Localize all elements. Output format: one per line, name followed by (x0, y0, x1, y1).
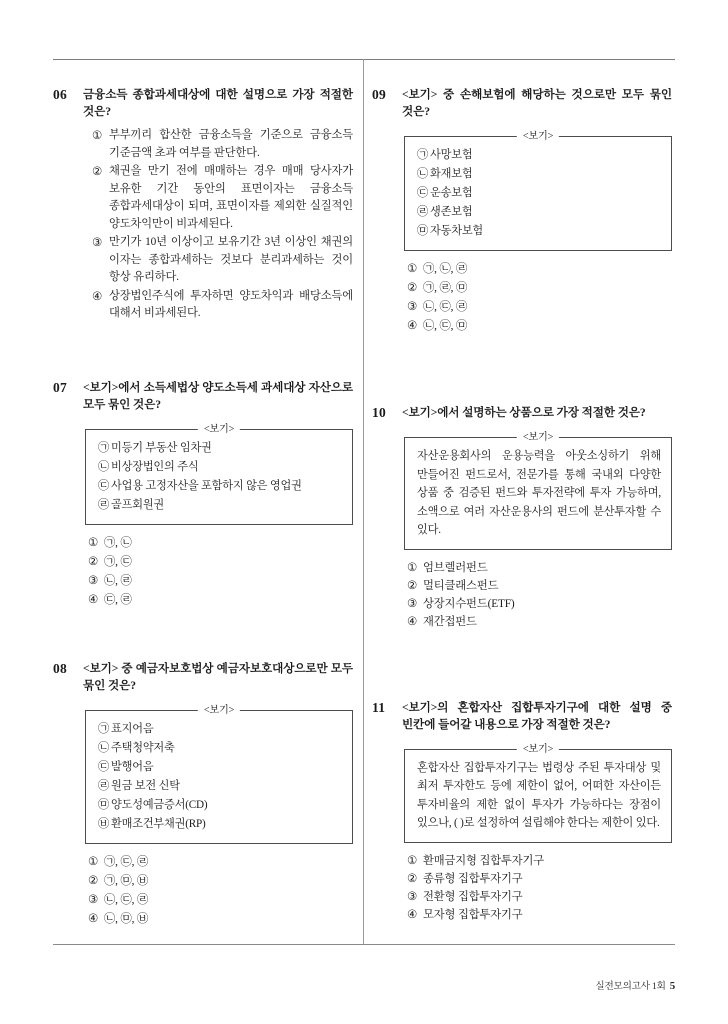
bogi-text: 사망보험 (430, 149, 473, 161)
choice-marker: ③ (88, 574, 98, 587)
choice-option[interactable] (407, 298, 672, 317)
choice-option[interactable] (88, 853, 353, 872)
choice-text: 엄브렐러펀드 (423, 561, 488, 574)
bogi-item (417, 165, 661, 184)
question-number: 11 (372, 699, 386, 715)
bogi-text: 주택청약저축 (111, 741, 175, 754)
bogi-marker: ㉢ (417, 187, 428, 199)
choice-option[interactable] (92, 234, 353, 287)
choice-marker: ④ (407, 615, 417, 628)
choice-option[interactable] (88, 591, 353, 610)
choice-text: ㉡, ㉢, ㉣ (104, 893, 149, 906)
bogi-paragraph: 혼합자산 집합투자기구는 법령상 주된 투자대상 및 최저 투자한도 등에 제한이 없어, 어떠한 자산이든 투자비율의 제한 없이 투자가 가능하다는 장점이 있으나, ( )로 설정하여 설립해야 한다는 제한이 있다. (417, 761, 661, 829)
bogi-text: 환매조건부채권(RP) (111, 817, 206, 830)
spacer (372, 631, 672, 699)
page-footer (595, 978, 675, 992)
choice-option[interactable] (407, 870, 672, 888)
bogi-marker: ㉣ (417, 206, 428, 218)
bogi-item (98, 439, 342, 458)
question-stem: <보기>의 혼합자산 집합투자기구에 대한 설명 중 빈칸에 들어갈 내용으로 가장 적절한 것은? (402, 700, 672, 731)
bogi-marker: ㉡ (98, 460, 109, 473)
bogi-label: <보기> (198, 704, 240, 717)
bogi-marker: ㉤ (98, 798, 109, 811)
choice-marker: ② (407, 579, 417, 592)
bogi-marker: ㉢ (98, 479, 109, 492)
choice-marker: ④ (88, 912, 98, 925)
bogi-label: <보기> (517, 431, 559, 444)
choice-marker: ② (407, 872, 417, 885)
choice-marker: ① (407, 263, 417, 275)
choice-marker: ① (92, 130, 102, 142)
bogi-box-wrapper (404, 742, 672, 843)
choice-text: 부부끼리 합산한 금융소득을 기준으로 금융소득 기준금액 초과 여부를 판단한다. (109, 129, 353, 159)
choice-option[interactable] (407, 888, 672, 906)
choice-text: ㉡, ㉤, ㉥ (104, 912, 149, 925)
bogi-box-wrapper (85, 422, 353, 525)
question-06 (53, 59, 353, 323)
choice-text: ㉠, ㉢, ㉣ (104, 855, 149, 868)
choice-option[interactable] (88, 534, 353, 553)
choice-option[interactable] (407, 279, 672, 298)
question-number: 09 (372, 87, 386, 102)
bogi-text: 원금 보전 신탁 (111, 779, 180, 792)
question-stem: <보기> 중 예금자보호법상 예금자보호대상으로만 모두 묶인 것은? (83, 661, 353, 692)
two-column-body (0, 59, 728, 945)
choice-option[interactable] (92, 288, 353, 323)
choice-option[interactable] (92, 163, 353, 233)
choice-marker: ② (407, 282, 417, 294)
choice-marker: ① (88, 536, 98, 549)
question-number: 07 (53, 379, 67, 395)
choice-text: ㉡, ㉣ (104, 574, 132, 587)
choice-list (402, 559, 672, 631)
left-column (53, 59, 353, 929)
question-10 (372, 404, 672, 631)
bogi-item (98, 815, 342, 834)
bogi-box-wrapper (85, 703, 353, 844)
choice-marker: ③ (407, 301, 417, 313)
page-number: 5 (669, 980, 675, 992)
choice-text: ㉠, ㉡ (104, 536, 132, 549)
bogi-text: 발행어음 (111, 760, 154, 773)
bogi-item (98, 720, 342, 739)
bogi-item (98, 458, 342, 477)
choice-text: 환매금지형 집합투자기구 (423, 854, 545, 867)
choice-text: ㉠, ㉣, ㉤ (423, 282, 468, 294)
bogi-item (417, 184, 661, 203)
choice-option[interactable] (407, 595, 672, 613)
choice-marker: ① (88, 855, 98, 868)
bogi-item (417, 222, 661, 241)
bogi-box (404, 743, 672, 843)
question-09 (372, 59, 672, 336)
choice-text: 모자형 집합투자기구 (423, 908, 523, 921)
choice-marker: ② (88, 874, 98, 887)
question-stem: <보기>에서 설명하는 상품으로 가장 적절한 것은? (402, 406, 646, 419)
bogi-box (404, 131, 672, 251)
choice-text: ㉠, ㉤, ㉥ (104, 874, 149, 887)
choice-option[interactable] (407, 613, 672, 631)
choice-text: 종류형 집합투자기구 (423, 872, 523, 885)
bogi-marker: ㉡ (98, 741, 109, 754)
bogi-item (98, 777, 342, 796)
choice-option[interactable] (407, 260, 672, 279)
choice-text: ㉠, ㉡, ㉣ (423, 263, 468, 275)
spacer (53, 610, 353, 660)
choice-list (83, 853, 353, 929)
choice-option[interactable] (92, 127, 353, 162)
choice-text: 멀티클래스펀드 (423, 579, 499, 592)
bogi-text: 사업용 고정자산을 포함하지 않은 영업권 (111, 479, 302, 492)
choice-text: ㉡, ㉢, ㉣ (423, 301, 468, 313)
bogi-label: <보기> (198, 423, 240, 436)
choice-text: ㉡, ㉢, ㉤ (423, 320, 468, 332)
bogi-marker: ㉠ (98, 441, 109, 454)
bogi-item (98, 796, 342, 815)
bogi-text: 자동차보험 (430, 225, 484, 237)
choice-marker: ③ (407, 890, 417, 903)
choice-text: ㉢, ㉣ (104, 593, 132, 606)
question-number: 06 (53, 87, 67, 102)
bogi-box (85, 704, 353, 844)
footer-label: 실전모의고사 1회 (595, 981, 666, 992)
choice-option[interactable] (88, 910, 353, 929)
question-stem: 금융소득 종합과세대상에 대한 설명으로 가장 적절한 것은? (83, 88, 353, 118)
choice-text: 상장지수펀드(ETF) (423, 597, 515, 610)
bogi-box (404, 432, 672, 550)
bogi-label: <보기> (517, 130, 559, 143)
choice-option[interactable] (407, 852, 672, 870)
choice-list (402, 852, 672, 924)
choice-marker: ④ (407, 908, 417, 921)
choice-marker: ② (88, 555, 98, 568)
bogi-box-wrapper (404, 129, 672, 251)
bogi-item (98, 739, 342, 758)
question-number: 08 (53, 660, 67, 676)
choice-option[interactable] (88, 553, 353, 572)
choice-list (402, 260, 672, 336)
choice-text: 재간접펀드 (423, 615, 477, 628)
bogi-item (98, 496, 342, 515)
bogi-text: 골프회원권 (111, 498, 165, 511)
choice-text: 전환형 집합투자기구 (423, 890, 523, 903)
spacer (372, 336, 672, 404)
question-11 (372, 699, 672, 924)
choice-option[interactable] (407, 317, 672, 336)
bogi-text: 생존보험 (430, 206, 473, 218)
question-stem: <보기>에서 소득세법상 양도소득세 과세대상 자산으로 모두 묶인 것은? (83, 380, 353, 411)
choice-option[interactable] (407, 906, 672, 924)
choice-text: 상장법인주식에 투자하면 양도차익과 배당소득에 대해서 비과세된다. (109, 289, 353, 319)
bogi-text: 양도성예금증서(CD) (111, 798, 208, 811)
choice-marker: ① (407, 561, 417, 574)
choice-option[interactable] (407, 559, 672, 577)
choice-option[interactable] (88, 572, 353, 591)
choice-list (83, 127, 353, 323)
bogi-marker: ㉠ (417, 149, 428, 161)
bogi-item (417, 146, 661, 165)
bogi-item (417, 203, 661, 222)
bogi-marker: ㉡ (417, 168, 428, 180)
question-stem: <보기> 중 손해보험에 해당하는 것으로만 모두 묶인 것은? (402, 88, 672, 118)
bogi-marker: ㉤ (417, 225, 428, 237)
bogi-marker: ㉣ (98, 779, 109, 792)
choice-text: 채권을 만기 전에 매매하는 경우 매매 당사자가 보유한 기간 동안의 표면이자는 금융소득 종합과세대상이 되며, 표면이자를 제외한 실질적인 양도차익만이 비과세된다. (109, 165, 353, 230)
choice-option[interactable] (88, 872, 353, 891)
right-column (372, 59, 672, 924)
choice-option[interactable] (88, 891, 353, 910)
choice-text: 만기가 10년 이상이고 보유기간 3년 이상인 채권의 이자는 종합과세하는 것보다 분리과세하는 것이 항상 유리하다. (109, 236, 353, 283)
choice-marker: ③ (407, 597, 417, 610)
bogi-label: <보기> (517, 743, 559, 756)
bogi-item (98, 477, 342, 496)
choice-marker: ③ (92, 237, 102, 249)
bogi-item (98, 758, 342, 777)
bogi-box (85, 423, 353, 525)
question-08 (53, 660, 353, 929)
bogi-text: 미등기 부동산 임차권 (111, 441, 212, 454)
choice-marker: ④ (407, 320, 417, 332)
spacer (53, 324, 353, 379)
bogi-marker: ㉥ (98, 817, 109, 830)
question-07 (53, 379, 353, 610)
choice-marker: ④ (88, 593, 98, 606)
bogi-marker: ㉠ (98, 722, 109, 735)
question-number: 10 (372, 405, 386, 420)
bogi-paragraph: 자산운용회사의 운용능력을 아웃소싱하기 위해 만들어진 펀드로서, 전문가를 통해 국내외 다양한 상품 중 검증된 펀드와 투자전략에 투자 가능하며, 소액으로 여러 자산운용사의 펀드에 분산투자할 수 있다. (417, 450, 661, 536)
choice-marker: ① (407, 854, 417, 867)
bogi-text: 운송보험 (430, 187, 473, 199)
choice-marker: ④ (92, 290, 102, 303)
bogi-text: 비상장법인의 주식 (111, 460, 199, 473)
bogi-marker: ㉣ (98, 498, 109, 511)
bogi-text: 화재보험 (430, 168, 473, 180)
bogi-box-wrapper (404, 430, 672, 550)
choice-list (83, 534, 353, 610)
choice-marker: ③ (88, 893, 98, 906)
choice-marker: ② (92, 166, 102, 178)
choice-option[interactable] (407, 577, 672, 595)
bogi-marker: ㉢ (98, 760, 109, 773)
choice-text: ㉠, ㉢ (104, 555, 132, 568)
bogi-text: 표지어음 (111, 722, 154, 735)
